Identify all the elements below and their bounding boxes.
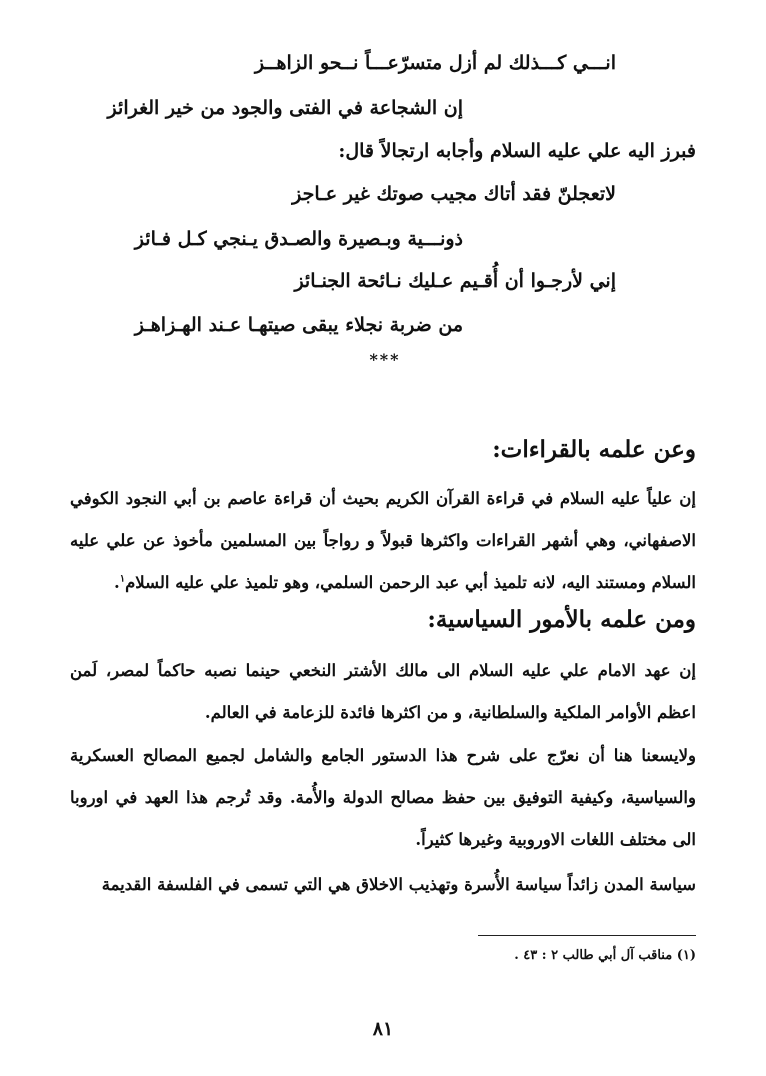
- paragraph-quranic-readings: إن علياً عليه السلام في قراءة القرآن الكريم بحيث أن قراءة عاصم بن أبي النجود الكوفي الاصفهاني، وهي أشهر القراءات واكثرها قبولاً و رواجاً بين المسلمين مأخوذ عن علي عليه السلام ومستند اليه، لانه تلميذ أبي عبد الرحمن السلمي، وهو تلميذ علي عليه السلام$^١$.: [70, 489, 696, 592]
- footnote: (١) مناقب آل أبي طالب ٢ : ٤٣ .: [514, 948, 696, 963]
- poem-line-5: ذونـــية وبـصيرة والصـدق يـنجي كـل فـائز: [134, 228, 463, 250]
- poem-line-1: انـــي كـــذلك لم أزل متسرّعـــاً نــحو الزاهــز: [254, 52, 616, 74]
- heading-political-matters: ومن علمه بالأمور السياسية:: [427, 606, 696, 633]
- footnote-divider: [478, 935, 696, 936]
- page-number: ٨١: [372, 1018, 394, 1040]
- poem-line-2: إن الشجاعة في الفتى والجود من خير الغرائز: [107, 97, 463, 119]
- paragraph-political-3: سياسة المدن زائداً سياسة الأُسرة وتهذيب الاخلاق هي التي تسمى في الفلسفة القديمة: [101, 875, 696, 894]
- poem-line-7: من ضربة نجلاء يبقى صيتهـا عـند الهـزاهـز: [134, 314, 463, 336]
- paragraph-political-1: إن عهد الامام علي عليه السلام الى مالك الأشتر النخعي حينما نصبه حاكماً لمصر، لَمن اعظم الأوامر الملكية والسلطانية، و من اكثرها فائدة للزعامة في العالم.: [70, 661, 696, 722]
- heading-quranic-readings: وعن علمه بالقراءات:: [492, 436, 696, 463]
- section-separator: ***: [369, 350, 401, 369]
- paragraph-political-2: ولايسعنا هنا أن نعرّج على شرح هذا الدستور الجامع والشامل لجميع المصالح العسكرية والسياسية، وكيفية التوفيق بين حفظ مصالح الدولة والأُمة. وقد تُرجم هذا العهد في اوروبا الى مختلف اللغات الاوروبية وغيرها كثيراً.: [70, 746, 696, 849]
- paragraph-quranic-readings-text: إن علياً عليه السلام في قراءة القرآن الكريم بحيث أن قراءة عاصم بن أبي النجود الكوفي الاصفهاني، وهي أشهر القراءات واكثرها قبولاً و رواجاً بين المسلمين مأخوذ عن علي عليه السلام ومستند اليه، لانه تلميذ أبي عبد الرحمن السلمي، وهو تلميذ علي عليه السلام: [70, 489, 696, 592]
- poem-line-4: لاتعجلنّ فقد أتاك مجيب صوتك غير عـاجز: [292, 183, 616, 205]
- poem-line-6: إني لأرجـوا أن أُقـيم عـليك نـائحة الجنـائز: [294, 270, 616, 292]
- footnote-marker: ١: [119, 573, 126, 585]
- poem-line-3: فبرز اليه علي عليه السلام وأجابه ارتجالاً قال:: [338, 140, 696, 162]
